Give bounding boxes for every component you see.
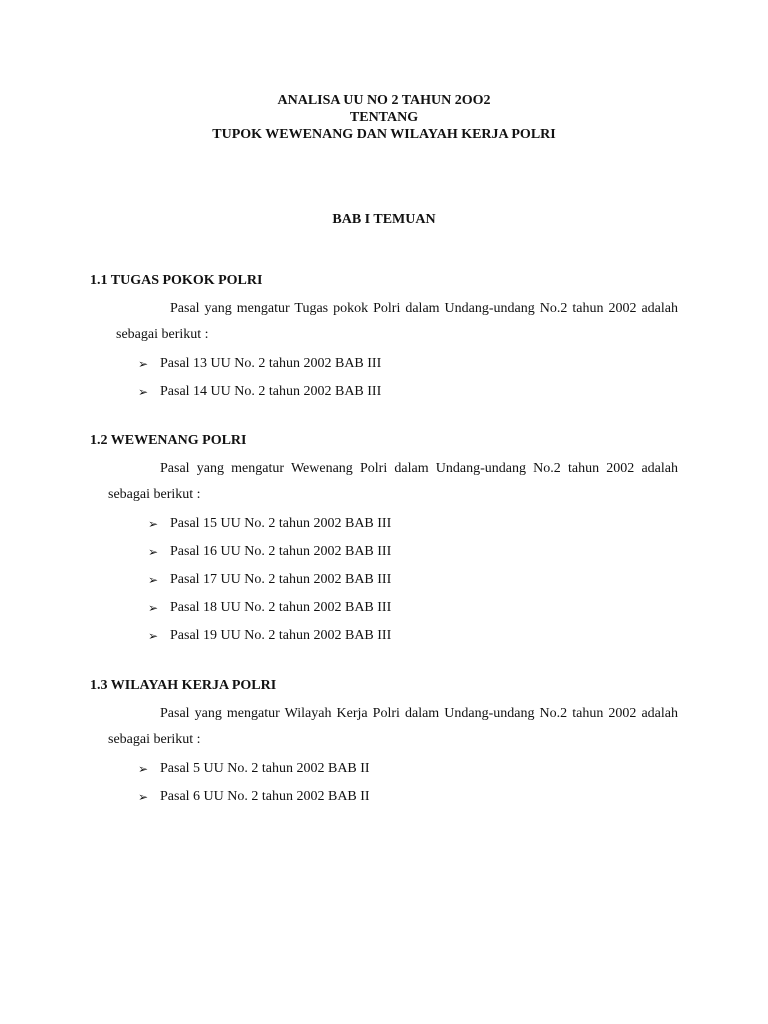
list-item-text: Pasal 18 UU No. 2 tahun 2002 BAB III — [170, 600, 392, 615]
list-item — [90, 566, 678, 594]
list-item — [90, 378, 678, 406]
section-tugas-pokok — [90, 272, 678, 406]
arrow-bullet-icon: ➢ — [138, 762, 149, 776]
arrow-bullet-icon: ➢ — [148, 601, 159, 615]
list-item — [90, 622, 678, 650]
section-paragraph: Pasal yang mengatur Wilayah Kerja Polri dalam Undang-undang No.2 tahun 2002 adalah sebagai berikut : — [108, 706, 678, 747]
list-item — [90, 755, 678, 783]
list-item-text: Pasal 13 UU No. 2 tahun 2002 BAB III — [160, 356, 382, 371]
chapter-heading: BAB I TEMUAN — [332, 212, 436, 227]
section-paragraph: Pasal yang mengatur Wewenang Polri dalam Undang-undang No.2 tahun 2002 adalah sebagai berikut : — [108, 461, 678, 502]
list-item — [90, 783, 678, 811]
list-item-text: Pasal 5 UU No. 2 tahun 2002 BAB II — [160, 761, 370, 776]
document-title — [0, 92, 768, 143]
list-item — [90, 350, 678, 378]
list-item-text: Pasal 16 UU No. 2 tahun 2002 BAB III — [170, 544, 392, 559]
section-wilayah-kerja — [90, 677, 678, 811]
arrow-bullet-icon: ➢ — [138, 357, 149, 371]
list-item — [90, 510, 678, 538]
arrow-bullet-icon: ➢ — [138, 790, 149, 804]
list-item-text: Pasal 19 UU No. 2 tahun 2002 BAB III — [170, 628, 392, 643]
arrow-bullet-icon: ➢ — [148, 573, 159, 587]
section-paragraph: Pasal yang mengatur Tugas pokok Polri dalam Undang-undang No.2 tahun 2002 adalah sebagai berikut : — [116, 301, 678, 342]
list-item — [90, 594, 678, 622]
article-list — [90, 350, 678, 406]
article-list — [90, 510, 678, 650]
arrow-bullet-icon: ➢ — [148, 629, 159, 643]
arrow-bullet-icon: ➢ — [148, 545, 159, 559]
title-line-2: TENTANG — [349, 110, 419, 125]
list-item — [90, 538, 678, 566]
arrow-bullet-icon: ➢ — [138, 385, 149, 399]
list-item-text: Pasal 14 UU No. 2 tahun 2002 BAB III — [160, 384, 382, 399]
arrow-bullet-icon: ➢ — [148, 517, 159, 531]
article-list — [90, 755, 678, 811]
section-heading: 1.3 WILAYAH KERJA POLRI — [90, 678, 277, 693]
title-line-1: ANALISA UU NO 2 TAHUN 2OO2 — [277, 93, 491, 108]
section-heading: 1.2 WEWENANG POLRI — [90, 433, 247, 448]
section-heading: 1.1 TUGAS POKOK POLRI — [90, 273, 263, 288]
title-line-3: TUPOK WEWENANG DAN WILAYAH KERJA POLRI — [212, 127, 556, 142]
list-item-text: Pasal 17 UU No. 2 tahun 2002 BAB III — [170, 572, 392, 587]
section-wewenang — [90, 432, 678, 650]
list-item-text: Pasal 15 UU No. 2 tahun 2002 BAB III — [170, 516, 392, 531]
list-item-text: Pasal 6 UU No. 2 tahun 2002 BAB II — [160, 789, 370, 804]
